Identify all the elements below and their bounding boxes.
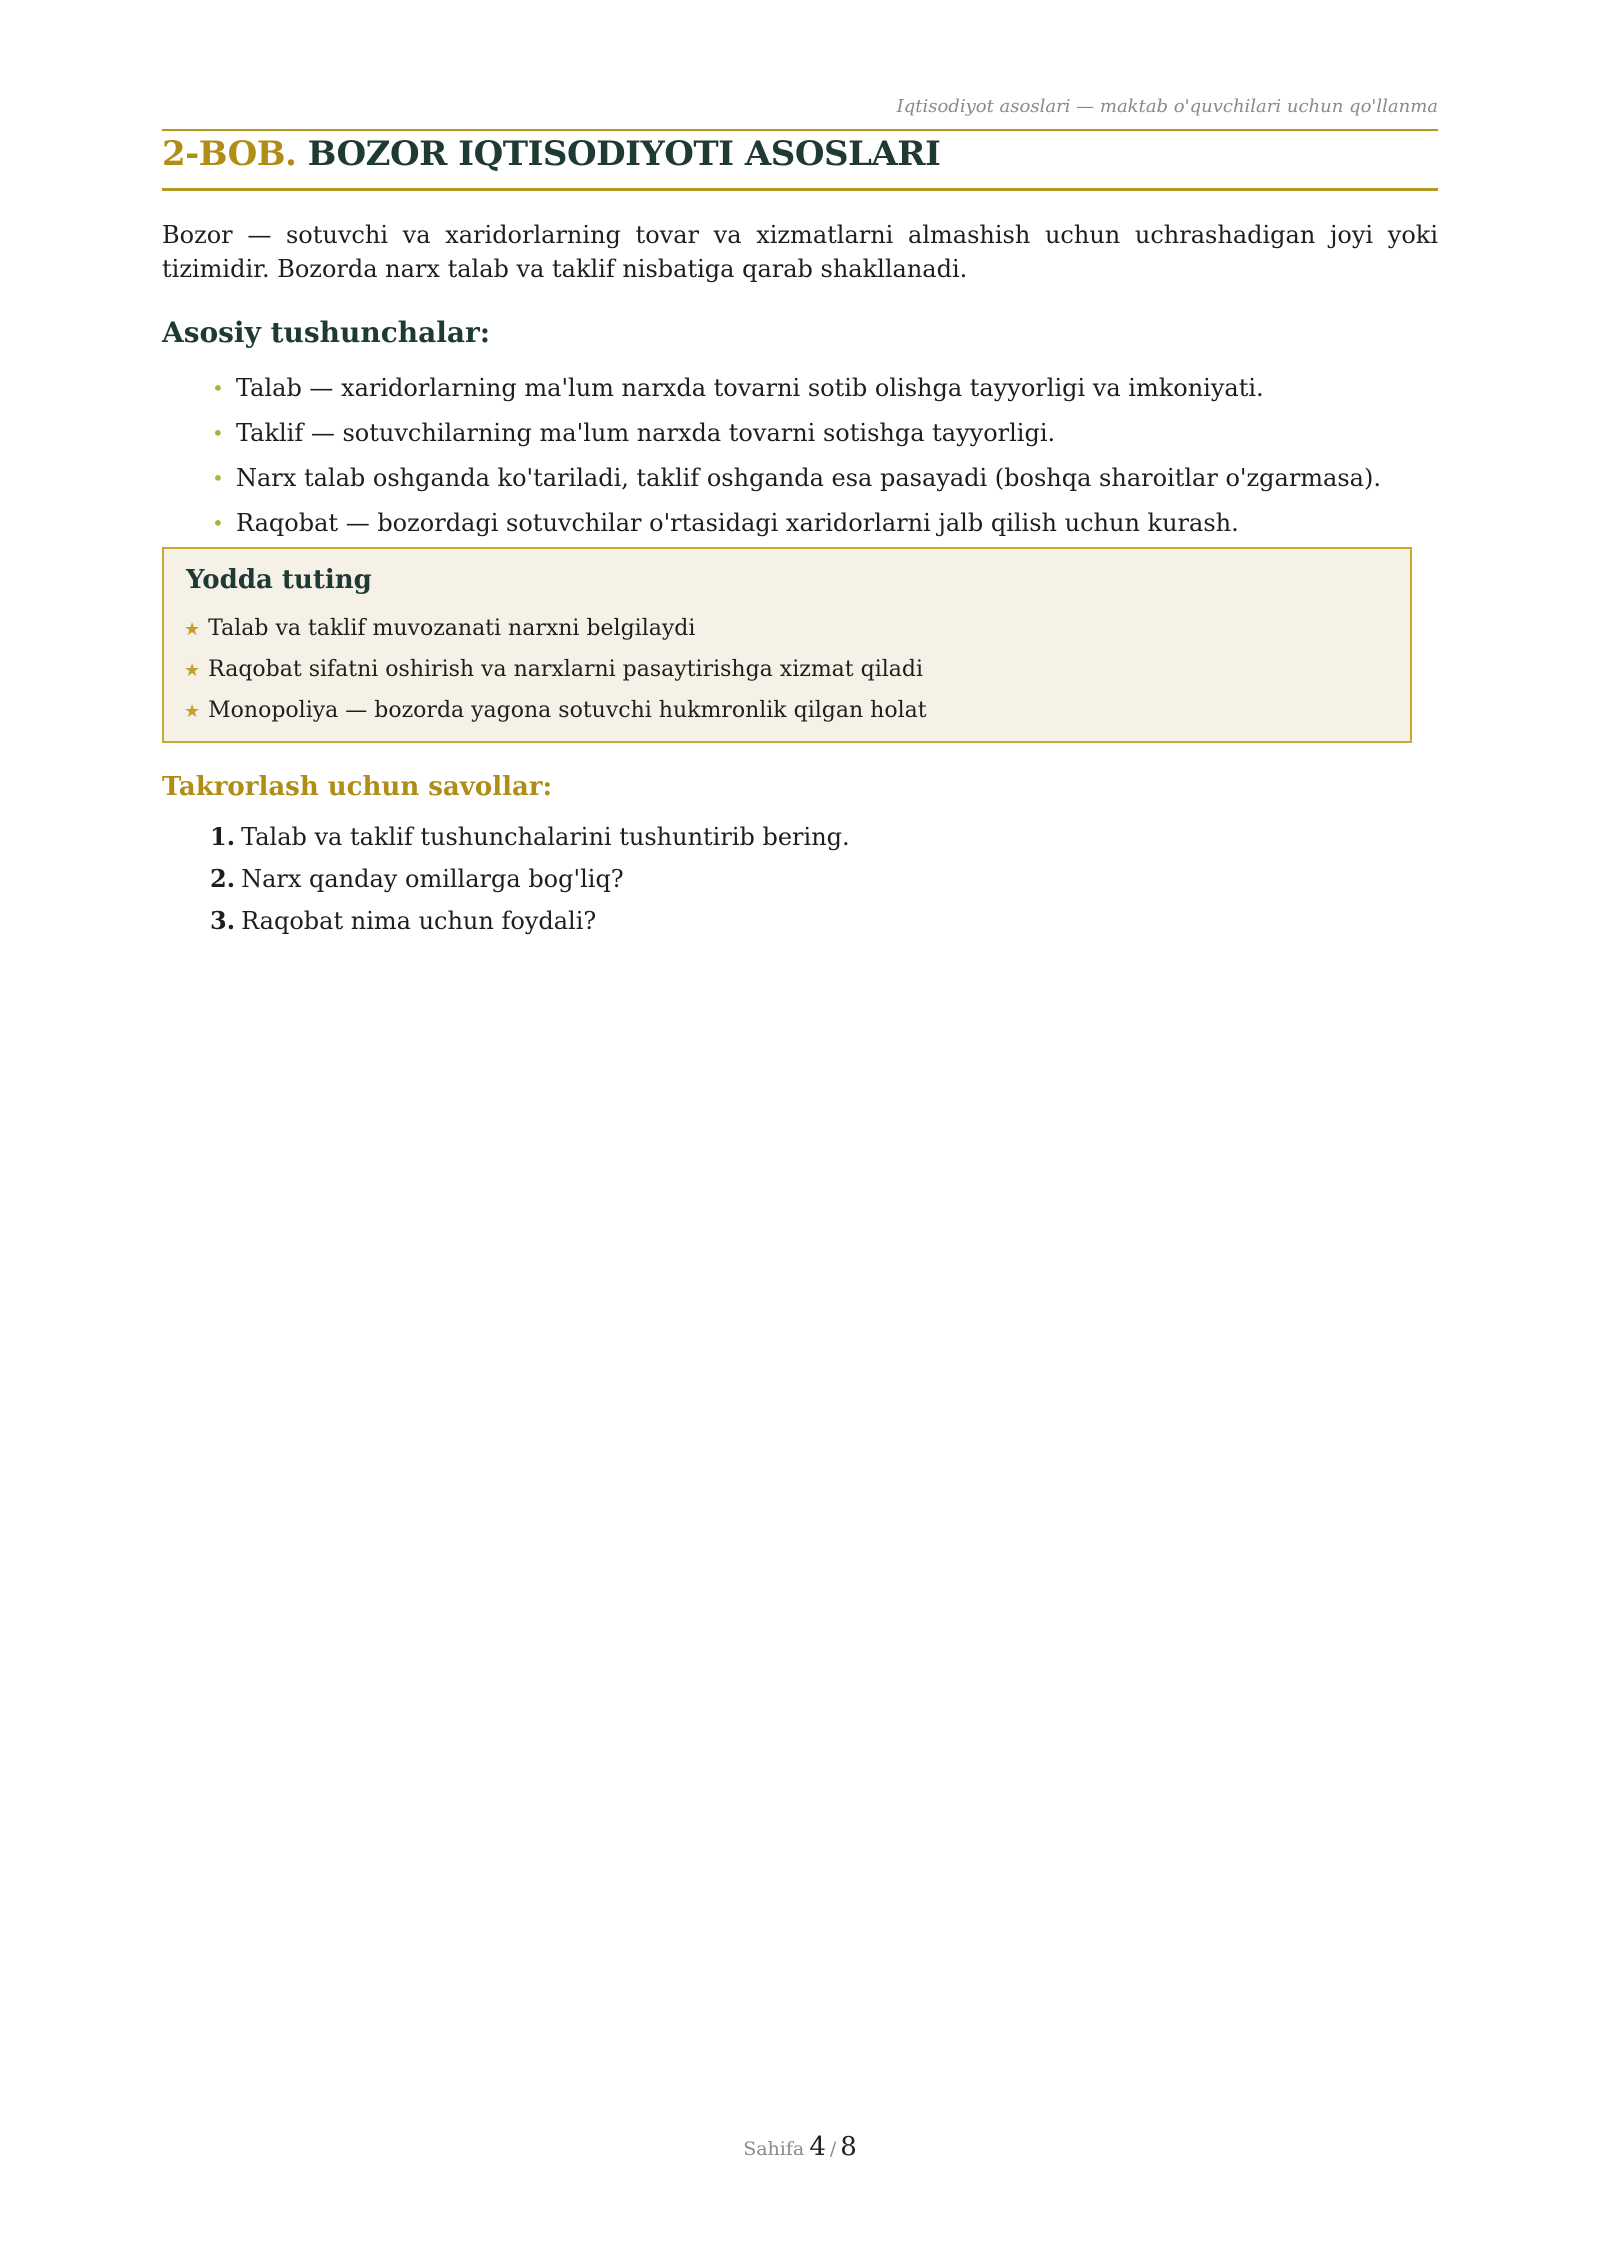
star-icon: ★	[184, 701, 201, 722]
list-item-text: Talab — xaridorlarning ma'lum narxda tovarni sotib olishga tayyorligi va imkoniyati.	[236, 374, 1264, 402]
list-item	[184, 691, 927, 732]
question-number: 1.	[210, 822, 236, 851]
question-text: Talab va taklif tushunchalarini tushuntirib bering.	[241, 823, 850, 851]
bullet-icon: •	[212, 511, 224, 535]
list-item	[210, 411, 1381, 456]
question-item	[210, 816, 850, 858]
chapter-number: 2-BOB.	[162, 134, 297, 174]
bullet-icon: •	[212, 421, 224, 445]
list-item	[184, 609, 927, 650]
current-page-number: 4	[809, 2132, 826, 2162]
total-pages-number: 8	[840, 2132, 857, 2162]
question-text: Raqobat nima uchun foydali?	[241, 907, 597, 935]
question-item	[210, 900, 850, 942]
question-number: 2.	[210, 864, 236, 893]
star-icon: ★	[184, 619, 201, 640]
remember-list	[184, 609, 927, 732]
title-rule	[162, 188, 1438, 191]
running-header: Iqtisodiyot asoslari — maktab o'quvchilari uchun qo'llanma	[896, 96, 1438, 117]
page-label: Sahifa	[743, 2138, 805, 2160]
bullet-icon: •	[212, 376, 224, 400]
remember-title: Yodda tuting	[186, 565, 372, 595]
list-item-text: Raqobat — bozordagi sotuvchilar o'rtasidagi xaridorlarni jalb qilish uchun kurash.	[236, 509, 1239, 537]
list-item-text: Taklif — sotuvchilarning ma'lum narxda tovarni sotishga tayyorligi.	[236, 419, 1056, 447]
question-text: Narx qanday omillarga bog'liq?	[241, 865, 624, 893]
list-item	[210, 501, 1381, 546]
list-item-text: Narx talab oshganda ko'tariladi, taklif oshganda esa pasayadi (boshqa sharoitlar o'zgarmasa).	[236, 464, 1381, 492]
page-separator: /	[829, 2138, 837, 2160]
intro-paragraph: Bozor — sotuvchi va xaridorlarning tovar va xizmatlarni almashish uchun uchrashadigan joyi yoki tizimidir. Bozorda narx talab va taklif nisbatiga qarab shakllanadi.	[162, 221, 1438, 283]
header-rule	[162, 129, 1438, 131]
question-item	[210, 858, 850, 900]
list-item	[184, 650, 927, 691]
star-icon: ★	[184, 660, 201, 681]
list-item-text: Talab va taklif muvozanati narxni belgilaydi	[208, 616, 696, 641]
question-number: 3.	[210, 906, 236, 935]
concepts-list	[210, 366, 1381, 546]
concepts-heading: Asosiy tushunchalar:	[162, 316, 491, 349]
questions-heading: Takrorlash uchun savollar:	[162, 772, 553, 802]
chapter-title	[162, 134, 940, 174]
list-item	[210, 366, 1381, 411]
document-page	[162, 0, 1438, 2262]
remember-callout-box	[162, 547, 1412, 743]
list-item-text: Raqobat sifatni oshirish va narxlarni pasaytirishga xizmat qiladi	[208, 657, 924, 682]
list-item-text: Monopoliya — bozorda yagona sotuvchi hukmronlik qilgan holat	[208, 698, 927, 723]
chapter-title-text: BOZOR IQTISODIYOTI ASOSLARI	[307, 134, 941, 174]
list-item	[210, 456, 1381, 501]
bullet-icon: •	[212, 466, 224, 490]
questions-list	[210, 816, 850, 942]
page-footer	[162, 2132, 1438, 2162]
